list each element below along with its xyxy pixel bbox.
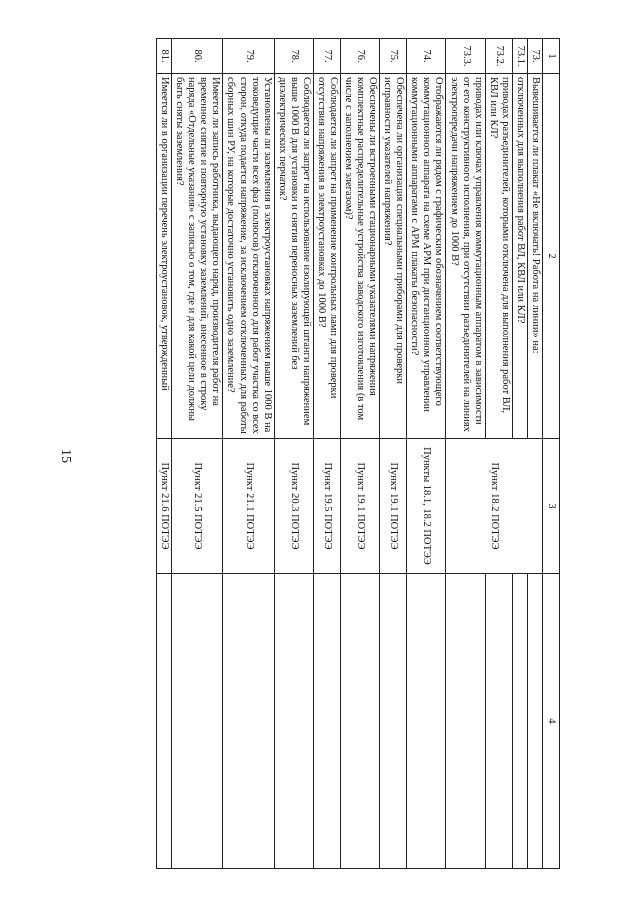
row-answer [512, 574, 527, 869]
row-answer [446, 574, 485, 869]
header-col-4: 4 [542, 574, 559, 869]
row-reference: Пункты 18.1, 18.2 ПОТЭЭ [407, 439, 446, 574]
row-reference: Пункт 18.2 ПОТЭЭ [446, 439, 542, 574]
row-question: Обеспечены ли встроенными стационарными указателями напряжения комплектные распределительные устройства заводского изготовления (в том числе с заполнением элегазом)? [341, 74, 380, 439]
header-col-1: 1 [542, 39, 559, 74]
row-number: 78. [274, 39, 313, 74]
row-answer [157, 574, 172, 869]
row-number: 74. [407, 39, 446, 74]
row-reference: Пункт 19.1 ПОТЭЭ [380, 439, 407, 574]
table-row [274, 39, 313, 869]
row-reference: Пункт 19.1 ПОТЭЭ [341, 439, 380, 574]
row-number: 73. [527, 39, 542, 74]
row-number: 77. [313, 39, 340, 74]
row-question: Имеется ли запись работника, выдающего наряд, производителя работ на временное снятие и повторную установку заземлений, внесенное в строку наряда «Отдельные указания» с записью о том, где и для какой цели должны быть сняты заземления? [172, 74, 223, 439]
row-answer [313, 574, 340, 869]
row-number: 80. [172, 39, 223, 74]
row-answer [527, 574, 542, 869]
row-question: приводах или ключах управления коммутационным аппаратом в зависимости от его конструктивного исполнения, при отсутствии разъединителей на линиях электропередачи напряжением до 1000 В? [446, 74, 485, 439]
row-question: Имеется ли в организации перечень электроустановок, утвержденный [157, 74, 172, 439]
row-reference: Пункт 19.5 ПОТЭЭ [313, 439, 340, 574]
row-reference: Пункт 21.1 ПОТЭЭ [223, 439, 274, 574]
table-row [157, 39, 172, 869]
row-number: 76. [341, 39, 380, 74]
table-body [157, 39, 543, 869]
table-row [380, 39, 407, 869]
row-number: 73.3. [446, 39, 485, 74]
row-answer [341, 574, 380, 869]
table-row [341, 39, 380, 869]
page-number: 15 [58, 449, 73, 463]
row-number: 73.1. [512, 39, 527, 74]
row-number: 75. [380, 39, 407, 74]
checklist-table [156, 38, 560, 869]
header-row [542, 39, 559, 869]
landscape-content [95, 38, 560, 848]
header-col-2: 2 [542, 74, 559, 439]
table-row [313, 39, 340, 869]
row-number: 81. [157, 39, 172, 74]
table-row [172, 39, 223, 869]
row-question: отключенных для выполнения работ ВЛ, КВЛ или КЛ? [512, 74, 527, 439]
row-reference: Пункт 21.5 ПОТЭЭ [172, 439, 223, 574]
row-number: 73.2. [485, 39, 512, 74]
row-question: Отображаются ли рядом с графическим обозначением соответствующего коммутационного аппарата на схеме АРМ при дистанционном управлении коммутационными аппаратами с АРМ плакаты безопасности? [407, 74, 446, 439]
row-question: приводах разъединителей, которыми отключена для выполнения работ ВЛ, КВЛ или КЛ? [485, 74, 512, 439]
table-row [527, 39, 542, 869]
row-answer [223, 574, 274, 869]
row-question: Установлены ли заземления в электроустановках напряжением выше 1000 В на токоведущие части всех фаз (полюсов) отключенного для работ участка со всех сторон, откуда подается напряжение, за исключением отключенных для работы сборных шин РУ, на которые достаточно установить одно заземление? [223, 74, 274, 439]
row-question: Обеспечена ли организация специальными приборами для проверки исправности указателей напряжения? [380, 74, 407, 439]
row-answer [172, 574, 223, 869]
row-reference: Пункт 21.6 ПОТЭЭ [157, 439, 172, 574]
header-col-3: 3 [542, 439, 559, 574]
row-question: Соблюдается ли запрет на использование изолирующей штанги напряжением выше 1000 В для установки и снятия переносных заземлений без диэлектрических перчаток? [274, 74, 313, 439]
row-answer [274, 574, 313, 869]
table-row [407, 39, 446, 869]
table-row [223, 39, 274, 869]
row-answer [407, 574, 446, 869]
rotated-page [95, 38, 640, 848]
row-reference: Пункт 20.3 ПОТЭЭ [274, 439, 313, 574]
row-answer [380, 574, 407, 869]
row-number: 79. [223, 39, 274, 74]
row-answer [485, 574, 512, 869]
row-question: Вывешивается ли плакат «Не включать! Работа на линии» на: [527, 74, 542, 439]
row-question: Соблюдается ли запрет на применение контрольных ламп для проверки отсутствия напряжения в электроустановках до 1000 В? [313, 74, 340, 439]
